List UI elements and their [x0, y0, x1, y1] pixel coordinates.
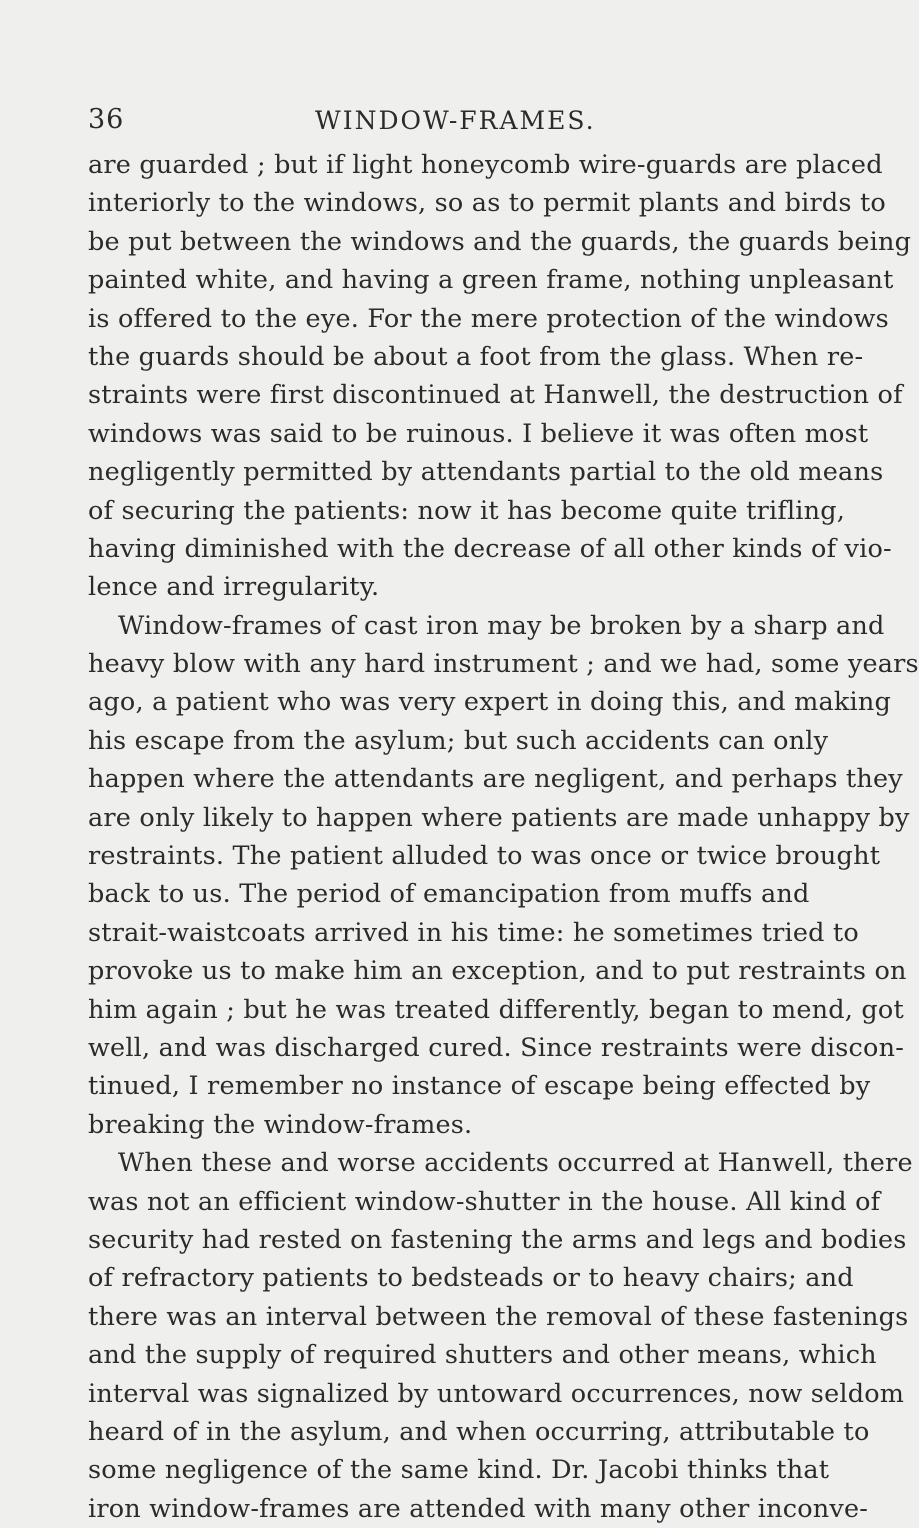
text-line: tinued, I remember no instance of escape being effected by — [88, 1071, 871, 1102]
text-line: lence and irregularity. — [88, 572, 380, 603]
text-line: him again ; but he was treated differently, began to mend, got — [88, 994, 904, 1025]
text-line: there was an interval between the removal of these fastenings — [88, 1301, 909, 1332]
text-line: some negligence of the same kind. Dr. Jacobi thinks that — [88, 1455, 830, 1486]
text-line: When these and worse accidents occurred at Hanwell, there — [118, 1148, 913, 1179]
text-line: having diminished with the decrease of all other kinds of vio- — [88, 533, 892, 564]
page-number: 36 — [88, 104, 125, 135]
text-line: was not an efficient window-shutter in the house. All kind of — [88, 1186, 881, 1217]
text-line: windows was said to be ruinous. I believe it was often most — [88, 418, 869, 449]
text-line: be put between the windows and the guards, the guards being — [88, 226, 912, 257]
text-line: strait-waistcoats arrived in his time: he sometimes tried to — [88, 917, 859, 948]
running-title: WINDOW-FRAMES. — [315, 106, 596, 135]
running-head — [88, 104, 768, 144]
text-line: is offered to the eye. For the mere protection of the windows — [88, 303, 889, 334]
text-line: heavy blow with any hard instrument ; and we had, some years — [88, 649, 919, 680]
text-line: breaking the window-frames. — [88, 1109, 473, 1140]
text-line: and the supply of required shutters and other means, which — [88, 1340, 877, 1371]
text-line: interval was signalized by untoward occurrences, now seldom — [88, 1378, 905, 1409]
text-line: back to us. The period of emancipation from muffs and — [88, 879, 810, 910]
text-line: restraints. The patient alluded to was once or twice brought — [88, 841, 881, 872]
text-line: of refractory patients to bedsteads or to heavy chairs; and — [88, 1263, 854, 1294]
text-line: heard of in the asylum, and when occurring, attributable to — [88, 1416, 870, 1447]
text-line: his escape from the asylum; but such accidents can only — [88, 725, 829, 756]
text-line: provoke us to make him an exception, and to put restraints on — [88, 956, 907, 987]
text-line: ago, a patient who was very expert in doing this, and making — [88, 687, 892, 718]
text-line: of securing the patients: now it has become quite trifling, — [88, 495, 846, 526]
text-line: straints were first discontinued at Hanwell, the destruction of — [88, 380, 903, 411]
text-line: Window-frames of cast iron may be broken by a sharp and — [118, 610, 885, 641]
text-line: security had rested on fastening the arms and legs and bodies — [88, 1224, 907, 1255]
text-line: painted white, and having a green frame, nothing unpleasant — [88, 265, 894, 296]
text-line: interiorly to the windows, so as to permit plants and birds to — [88, 188, 886, 219]
text-line: are guarded ; but if light honeycomb wire-guards are placed — [88, 150, 883, 180]
text-line: the guards should be about a foot from the glass. When re- — [88, 341, 864, 372]
text-line: negligently permitted by attendants partial to the old means — [88, 457, 884, 488]
text-line: well, and was discharged cured. Since restraints were discon- — [88, 1032, 905, 1063]
text-line: iron window-frames are attended with many other inconve- — [88, 1493, 869, 1524]
text-line: happen where the attendants are negligent, and perhaps they — [88, 764, 903, 795]
text-line: are only likely to happen where patients are made unhappy by — [88, 802, 910, 833]
body-text — [88, 146, 919, 1528]
